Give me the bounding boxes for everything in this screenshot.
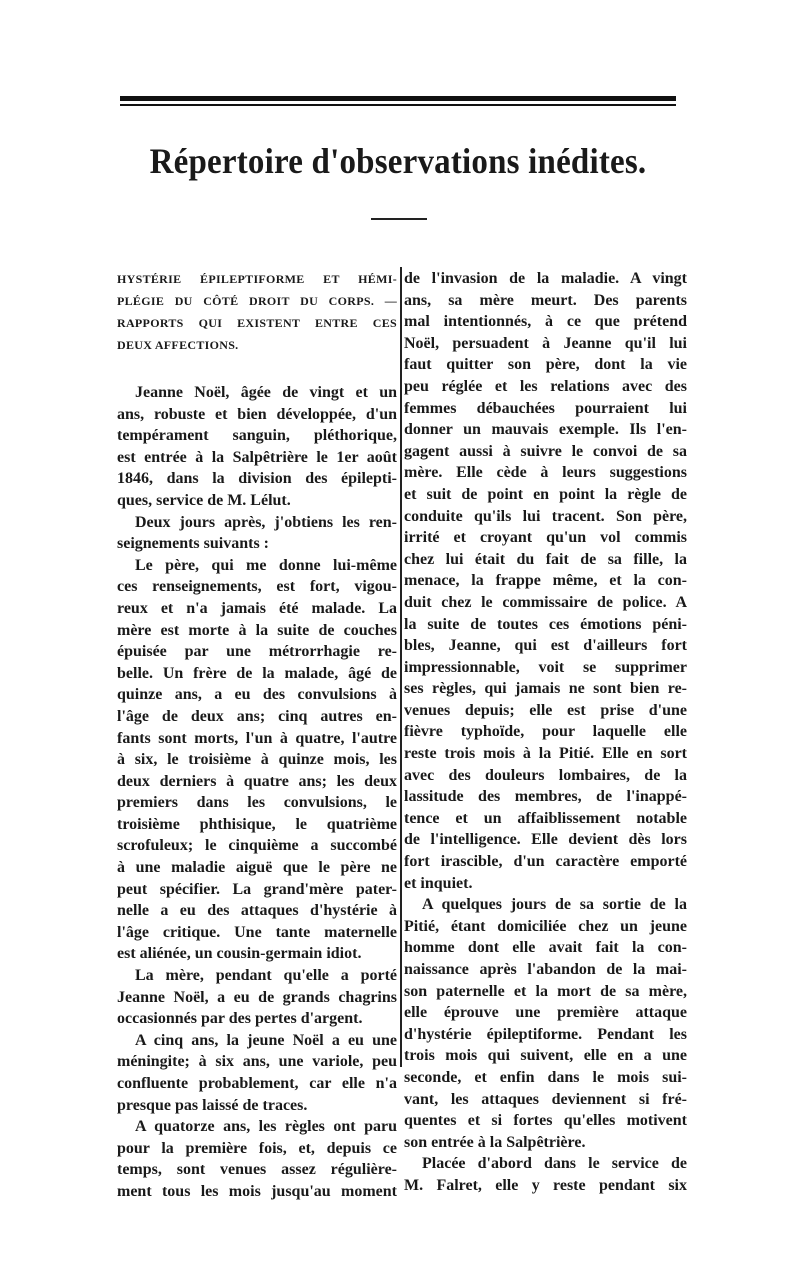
text-line: d'hystérie épileptiforme. Pendant les xyxy=(404,1025,687,1043)
text-line: conduite qu'ils lui tracent. Son père, xyxy=(404,507,687,525)
text-line: ans, sa mère meurt. Des parents xyxy=(404,291,687,309)
text-line: occasionnés par des pertes d'argent. xyxy=(117,1010,363,1028)
text-line: vant, les attaques deviennent si fré- xyxy=(404,1090,687,1108)
heading-line: RAPPORTS QUI EXISTENT ENTRE CES xyxy=(117,316,397,330)
text-line: est aliénée, un cousin-germain idiot. xyxy=(117,945,362,963)
text-line: lassitude des membres, de l'inappé- xyxy=(404,788,687,806)
text-line: premiers dans les convulsions, le xyxy=(117,794,397,812)
text-line: son paternelle et la mort de sa mère, xyxy=(404,982,687,1000)
text-line: mère. Elle cède à leurs suggestions xyxy=(404,464,687,482)
text-line: de l'invasion de la maladie. A vingt xyxy=(404,270,687,287)
text-line: confluente probablement, car elle n'a xyxy=(117,1075,397,1092)
heading-line: DEUX AFFECTIONS. xyxy=(117,338,239,352)
text-line: troisième phthisique, le quatrième xyxy=(117,815,397,833)
text-line: méningite; à six ans, une variole, peu xyxy=(117,1053,397,1071)
heading-line: PLÉGIE DU CÔTÉ DROIT DU CORPS. — xyxy=(117,294,397,308)
text-line: l'âge de deux ans; cinq autres en- xyxy=(117,707,397,725)
title-divider xyxy=(371,218,427,220)
text-line: et suit de point en point la règle de xyxy=(404,485,687,503)
column-separator xyxy=(400,267,402,1067)
text-line: son entrée à la Salpêtrière. xyxy=(404,1133,586,1151)
text-line: de l'intelligence. Elle devient dès lors xyxy=(404,831,687,849)
text-line: quinze ans, a eu des convulsions à xyxy=(117,686,397,704)
text-line: l'âge critique. Une tante maternelle xyxy=(117,923,397,941)
text-line: tence et un affaiblissement notable xyxy=(404,809,687,827)
text-line: duit chez le commissaire de police. A xyxy=(404,593,687,611)
header-rule-thin xyxy=(120,104,676,106)
text-line: ses règles, qui jamais ne sont bien re- xyxy=(404,680,687,698)
text-line: temps, sont venues assez régulière- xyxy=(117,1161,397,1179)
text-line: mère est morte à la suite de couches xyxy=(117,621,397,639)
text-line: 1846, dans la division des épilepti- xyxy=(117,470,397,488)
text-line: M. Falret, elle y reste pendant six xyxy=(404,1176,687,1194)
text-line: chez lui était du fait de sa fille, la xyxy=(404,550,687,568)
text-line: naissance après l'abandon de la mai- xyxy=(404,961,687,978)
text-line: est entrée à la Salpêtrière le 1er août xyxy=(117,448,397,466)
text-line: deux derniers à quatre ans; les deux xyxy=(117,772,397,790)
text-line: fièvre typhoïde, pour laquelle elle xyxy=(404,723,687,741)
right-column xyxy=(404,268,687,1197)
text-line: tempérament sanguin, pléthorique, xyxy=(117,427,397,445)
text-line: venues depuis; elle est prise d'une xyxy=(404,701,687,719)
heading-line: HYSTÉRIE ÉPILEPTIFORME ET HÉMI- xyxy=(117,272,397,286)
section-heading xyxy=(117,268,397,356)
text-line: femmes débauchées pourraient lui xyxy=(404,399,687,417)
text-line: et inquiet. xyxy=(404,874,473,892)
text-line: Jeanne Noël, âgée de vingt et un xyxy=(135,384,397,401)
text-line: reux et n'a jamais été malade. La xyxy=(117,599,397,617)
text-line: Pitié, étant domiciliée chez un jeune xyxy=(404,917,687,935)
text-line: fants sont morts, l'un à quatre, l'autre xyxy=(117,729,397,747)
text-line: ces renseignements, est fort, vigou- xyxy=(117,578,397,596)
text-line: peu réglée et les relations avec des xyxy=(404,377,687,395)
text-line: la suite de toutes ces émotions péni- xyxy=(404,615,687,633)
text-line: donner un mauvais exemple. Ils l'en- xyxy=(404,421,687,439)
text-line: à une maladie aiguë que le père ne xyxy=(117,859,397,877)
text-line: La mère, pendant qu'elle a porté xyxy=(135,967,397,985)
text-line: quentes et si fortes qu'elles motivent xyxy=(404,1112,687,1130)
text-line: mal intentionnés, à ce que prétend xyxy=(404,313,687,331)
text-line: elle éprouve une première attaque xyxy=(404,1004,687,1022)
text-line: ques, service de M. Lélut. xyxy=(117,491,291,509)
header-rule-thick xyxy=(120,96,676,101)
text-line: irrité et croyant qu'un vol commis xyxy=(404,529,687,547)
text-line: épuisée par une métrorrhagie re- xyxy=(117,643,397,661)
text-line: faut quitter son père, dont la vie xyxy=(404,356,687,374)
text-line: belle. Un frère de la malade, âgé de xyxy=(117,664,397,682)
text-line: A quatorze ans, les règles ont paru xyxy=(135,1118,397,1136)
text-line: ans, robuste et bien développée, d'un xyxy=(117,405,397,423)
text-line: A cinq ans, la jeune Noël a eu une xyxy=(135,1031,397,1049)
text-line: bles, Jeanne, qui est d'ailleurs fort xyxy=(404,637,687,655)
text-line: ment tous les mois jusqu'au moment xyxy=(117,1182,397,1200)
text-line: homme dont elle avait fait la con- xyxy=(404,939,687,957)
text-line: peut spécifier. La grand'mère pater- xyxy=(117,880,397,898)
text-line: avec des douleurs lombaires, de la xyxy=(404,766,687,784)
text-line: à six, le troisième à quinze mois, les xyxy=(117,751,397,769)
text-line: Deux jours après, j'obtiens les ren- xyxy=(135,513,397,531)
text-line: gagent aussi à suivre le convoi de sa xyxy=(404,442,687,460)
text-line: impressionnable, voit se supprimer xyxy=(404,658,687,676)
text-line: Jeanne Noël, a eu de grands chagrins xyxy=(117,988,397,1006)
text-line: pour la première fois, et, depuis ce xyxy=(117,1139,397,1157)
page-title: Répertoire d'observations inédites. xyxy=(149,142,647,182)
text-line: Noël, persuadent à Jeanne qu'il lui xyxy=(404,334,687,352)
text-line: seignements suivants : xyxy=(117,535,270,553)
text-line: fort irascible, d'un caractère emporté xyxy=(404,853,687,871)
text-line: seconde, et enfin dans le mois sui- xyxy=(404,1068,687,1086)
text-line: nelle a eu des attaques d'hystérie à xyxy=(117,902,397,920)
text-line: presque pas laissé de traces. xyxy=(117,1096,308,1114)
text-line: reste trois mois à la Pitié. Elle en sort xyxy=(404,745,687,763)
text-line: menace, la frappe même, et la con- xyxy=(404,572,687,590)
text-line: Placée d'abord dans le service de xyxy=(422,1155,687,1173)
text-line: Le père, qui me donne lui-même xyxy=(135,556,397,574)
left-column xyxy=(117,268,397,1203)
text-line: scrofuleux; le cinquième a succombé xyxy=(117,837,397,855)
text-line: A quelques jours de sa sortie de la xyxy=(422,896,687,914)
text-line: trois mois qui suivent, elle en a une xyxy=(404,1047,687,1065)
